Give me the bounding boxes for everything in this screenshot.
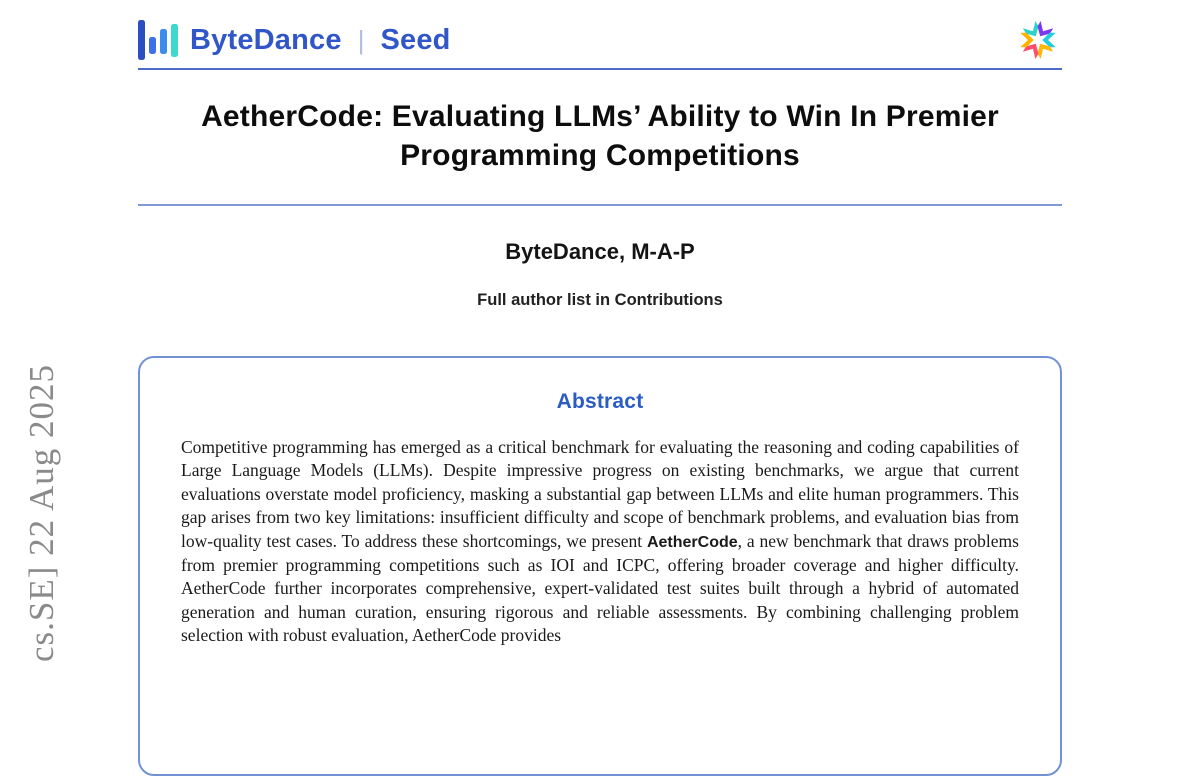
authors-line: ByteDance, M-A-P: [505, 239, 695, 264]
header-divider: [138, 68, 1062, 70]
abstract-text: Competitive programming has emerged as a critical benchmark for evaluating the reasoning and coding capabilities of Large Language Models (LLMs). Despite impressive progress on existing benchmarks, we argue that current evaluations overstate model proficiency, masking a substantial gap between LLMs and elite human programmers. This gap arises from two key limitations: insufficient difficulty and scope of benchmark problems, and evaluation bias from low-quality test cases. To address these shortcomings, we present AetherCode, a new benchmark that draws problems from premier programming competitions such as IOI and ICPC, offering broader coverage and higher difficulty. AetherCode further incorporates comprehensive, expert-validated test suites built through a hybrid of automated generation and human curation, ensuring rigorous and reliable assessments. By combining challenging problem selection with robust evaluation, AetherCode provides: [181, 437, 1019, 646]
author-note: Full author list in Contributions: [477, 291, 723, 309]
bar-icon-segment: [138, 20, 145, 60]
seed-wordmark: Seed: [380, 23, 451, 56]
bar-icon-segment: [149, 37, 156, 54]
bar-icon-segment: [171, 24, 178, 57]
arxiv-side-stamp: cs.SE] 22 Aug 2025: [22, 364, 61, 662]
paper-title: AetherCode: Evaluating LLMs’ Ability to Win In Premier Programming Competitions: [201, 100, 999, 172]
header-brand-row: [138, 0, 1062, 65]
title-divider: [138, 204, 1062, 206]
seed-star-icon: [1014, 16, 1062, 64]
abstract-box: [138, 356, 1062, 776]
brand-separator: |: [357, 24, 365, 55]
abstract-heading: Abstract: [556, 390, 644, 413]
page-column: [138, 0, 1062, 776]
bytedance-seed-logo: [138, 19, 451, 61]
bytedance-wordmark: ByteDance: [190, 23, 342, 56]
bytedance-bars-icon: [138, 19, 178, 61]
bar-icon-segment: [160, 29, 167, 54]
